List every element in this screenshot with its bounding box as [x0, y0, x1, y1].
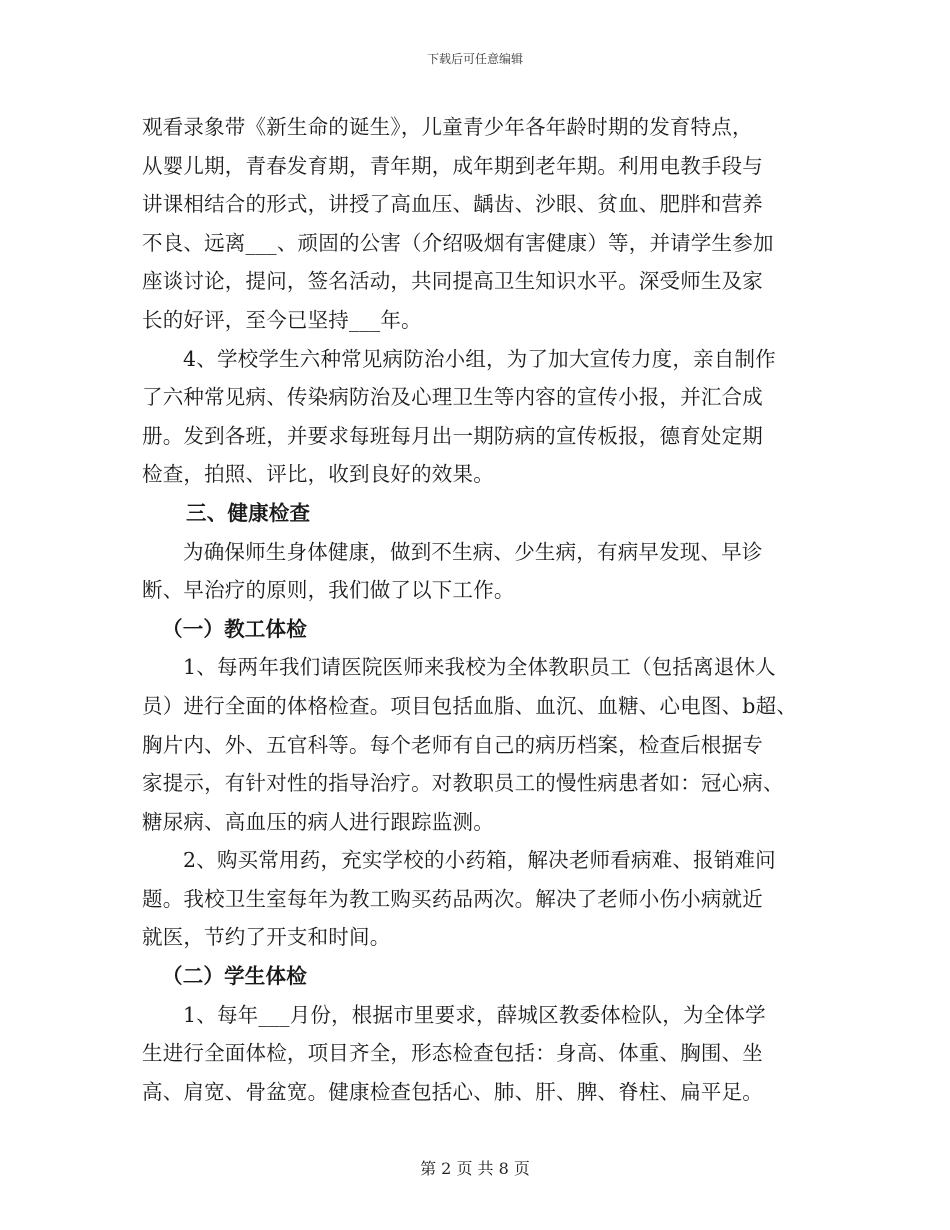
section-heading: 三、健康检查: [186, 500, 311, 525]
paragraph-line: 2、购买常用药，充实学校的小药箱，解决老师看病难、报销难问: [183, 848, 776, 873]
page-footer: 第 2 页 共 8 页: [420, 1159, 530, 1178]
page-header: 下载后可任意编辑: [426, 52, 523, 66]
paragraph-line: 4、学校学生六种常见病防治小组，为了加大宣传力度，亲自制作: [183, 346, 776, 371]
paragraph-line: 座谈讨论，提问，签名活动，共同提高卫生知识水平。深受师生及家: [142, 269, 763, 294]
subsection-heading: （二）学生体检: [162, 964, 307, 989]
paragraph-line: 讲课相结合的形式，讲授了高血压、龋齿、沙眼、贫血、肥胖和营养: [142, 192, 763, 217]
paragraph-line: 长的好评，至今已坚持___年。: [142, 307, 422, 332]
paragraph-line: 生进行全面体检，项目齐全，形态检查包括：身高、体重、胸围、坐: [142, 1041, 763, 1066]
paragraph-line: 1、每两年我们请医院医师来我校为全体教职员工（包括离退休人: [183, 655, 776, 680]
paragraph-line: 从婴儿期，青春发育期，青年期，成年期到老年期。利用电教手段与: [142, 153, 763, 178]
paragraph-line: 高、肩宽、骨盆宽。健康检查包括心、肺、肝、脾、脊柱、扁平足。: [142, 1079, 763, 1104]
paragraph-line: 题。我校卫生室每年为教工购买药品两次。解决了老师小伤小病就近: [142, 886, 763, 911]
paragraph-line: 糖尿病、高血压的病人进行跟踪监测。: [142, 809, 494, 834]
paragraph-line: 了六种常见病、传染病防治及心理卫生等内容的宣传小报，并汇合成: [142, 385, 763, 410]
paragraph-line: 检查，拍照、评比，收到良好的效果。: [142, 462, 494, 487]
subsection-heading: （一）教工体检: [162, 616, 307, 641]
document-body: [142, 108, 814, 1111]
paragraph-line: 1、每年___月份，根据市里要求，薛城区教委体检队，为全体学: [183, 1002, 766, 1027]
paragraph-line: 家提示，有针对性的指导治疗。对教职员工的慢性病患者如：冠心病、: [142, 771, 784, 796]
paragraph-line: 册。发到各班，并要求每班每月出一期防病的宣传板报，德育处定期: [142, 423, 763, 448]
paragraph-line: 为确保师生身体健康，做到不生病、少生病，有病早发现、早诊: [183, 539, 763, 564]
paragraph-line: 就医，节约了开支和时间。: [142, 925, 391, 950]
paragraph-line: 观看录象带《新生命的诞生》，儿童青少年各年龄时期的发育特点，: [142, 115, 753, 139]
paragraph-line: 不良、远离___、顽固的公害（介绍吸烟有害健康）等，并请学生参加: [142, 230, 774, 255]
paragraph-line: 员）进行全面的体格检查。项目包括血脂、血沉、血糖、心电图、b超、: [142, 693, 798, 718]
paragraph-line: 胸片内、外、五官科等。每个老师有自己的病历档案，检查后根据专: [142, 732, 763, 757]
paragraph-line: 断、早治疗的原则，我们做了以下工作。: [142, 578, 515, 603]
